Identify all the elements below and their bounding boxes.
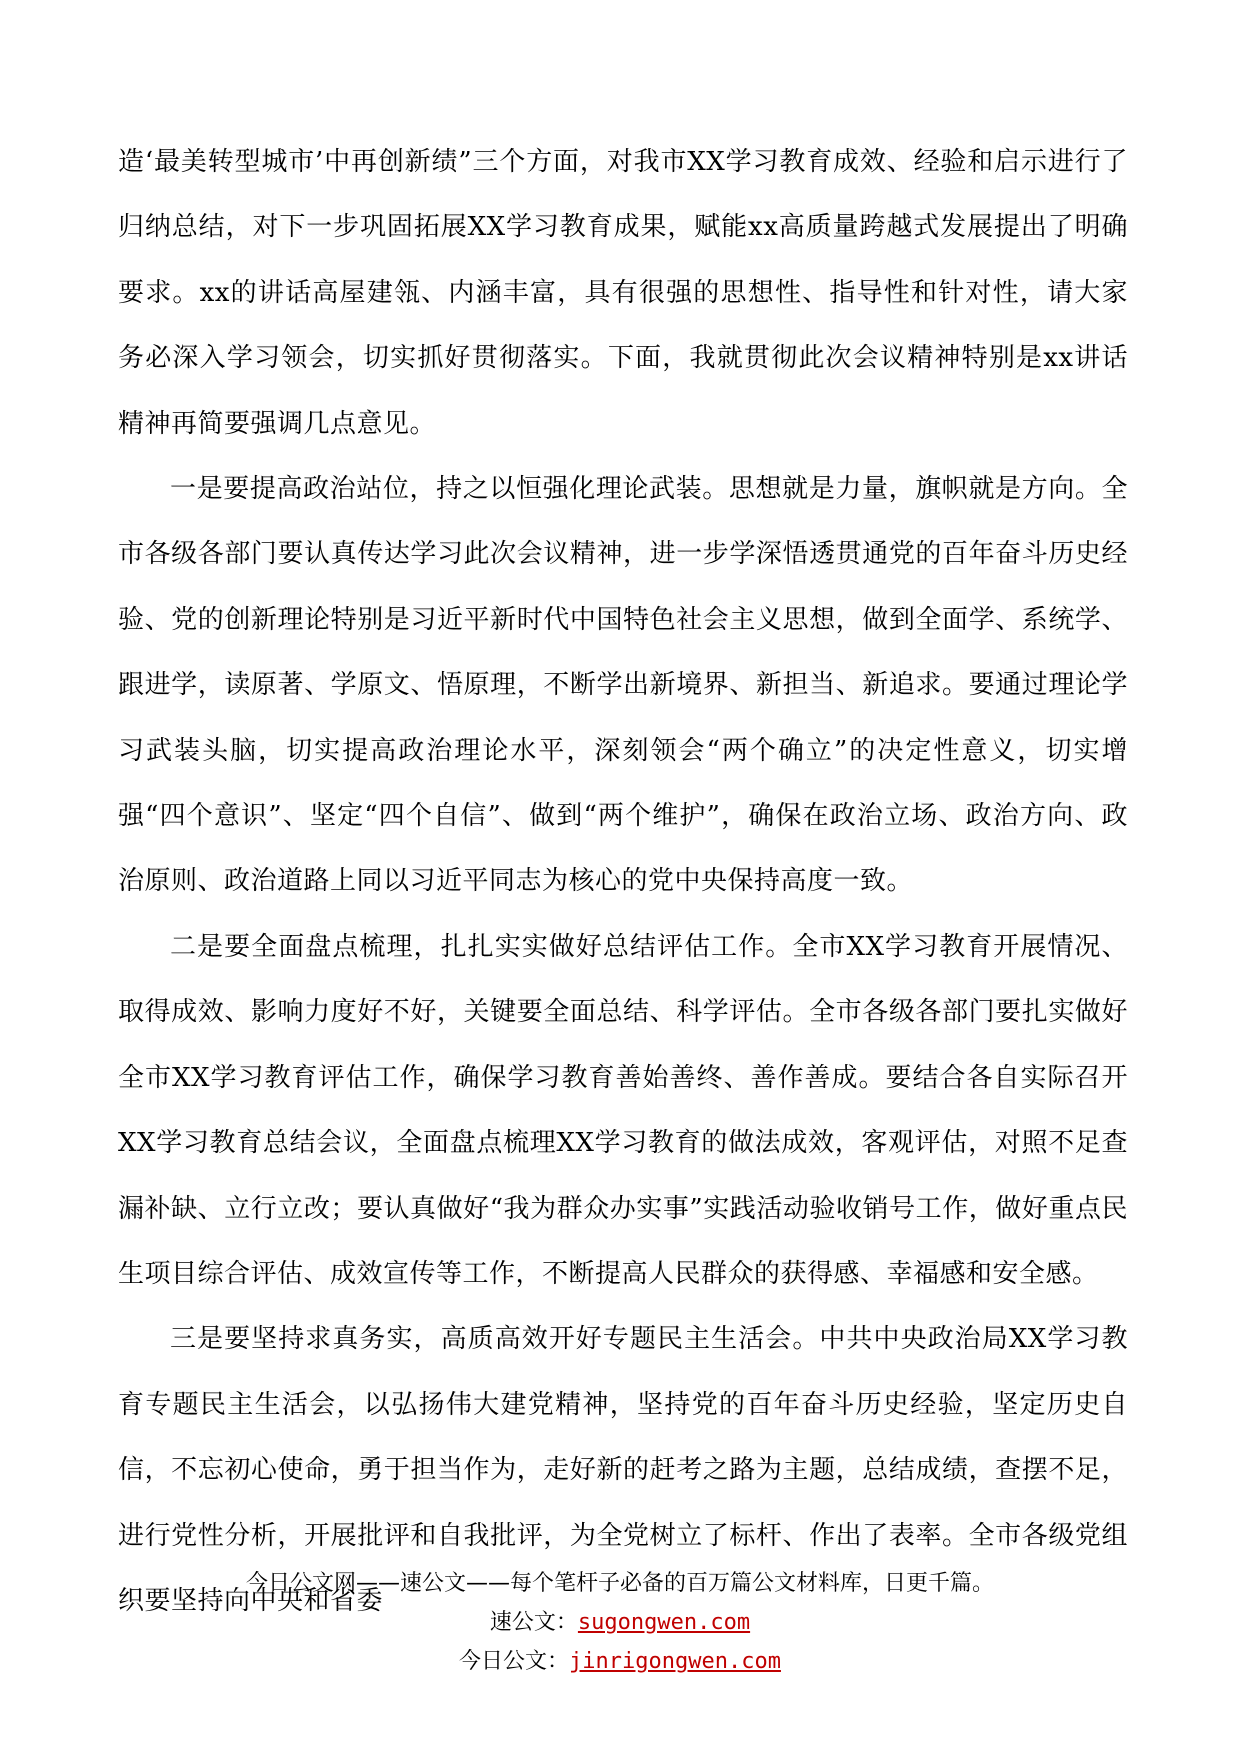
footer-slogan: 今日公文网——速公文——每个笔杆子必备的百万篇公文材料库，日更千篇。 bbox=[245, 1571, 994, 1596]
paragraph-3: 二是要全面盘点梳理，扎扎实实做好总结评估工作。全市XX学习教育开展情况、取得成效、影响力度好不好，关键要全面总结、科学评估。全市各级各部门要扎实做好全市XX学习教育评估工作，确保学习教育善始善终、善作善成。要结合各自实际召开XX学习教育总结会议，全面盘点梳理XX学习教育的做法成效，客观评估，对照不足查漏补缺、立行立改；要认真做好“我为群众办实事”实践活动验收销号工作，做好重点民生项目综合评估、成效宣传等工作，不断提高人民群众的获得感、幸福感和安全感。 bbox=[118, 931, 1128, 1289]
footer-site-1-label: 速公文： bbox=[489, 1610, 578, 1635]
paragraph-1: 造‘最美转型城市’中再创新绩”三个方面，对我市XX学习教育成效、经验和启示进行了归纳总结，对下一步巩固拓展XX学习教育成果，赋能xx高质量跨越式发展提出了明确要求。xx的讲话高屋建瓴、内涵丰富，具有很强的思想性、指导性和针对性，请大家务必深入学习领会，切实抓好贯彻落实。下面，我就贯彻此次会议精神特别是xx讲话精神再简要强调几点意见。 bbox=[118, 147, 1128, 439]
footer-site-1-link[interactable]: sugongwen.com bbox=[577, 1610, 751, 1635]
footer-watermark bbox=[0, 1564, 1240, 1681]
footer-site-1 bbox=[0, 1603, 1240, 1642]
paragraph-2: 一是要提高政治站位，持之以恒强化理论武装。思想就是力量，旗帜就是方向。全市各级各部门要认真传达学习此次会议精神，进一步学深悟透贯通党的百年奋斗历史经验、党的创新理论特别是习近平新时代中国特色社会主义思想，做到全面学、系统学、跟进学，读原著、学原文、悟原理，不断学出新境界、新担当、新追求。要通过理论学习武装头脑，切实提高政治理论水平，深刻领会“两个确立”的决定性意义，切实增强“四个意识”、坚定“四个自信”、做到“两个维护”，确保在政治立场、政治方向、政治原则、政治道路上同以习近平同志为核心的党中央保持高度一致。 bbox=[118, 474, 1128, 897]
footer-site-2-label: 今日公文： bbox=[459, 1649, 570, 1674]
footer-site-2 bbox=[0, 1642, 1240, 1681]
document-body bbox=[118, 130, 1128, 1634]
paragraph-4: 三是要坚持求真务实，高质高效开好专题民主生活会。中共中央政治局XX学习教育专题民主生活会，以弘扬伟大建党精神，坚持党的百年奋斗历史经验，坚定历史自信，不忘初心使命，勇于担当作为，走好新的赶考之路为主题，总结成绩，查摆不足，进行党性分析，开展批评和自我批评，为全党树立了标杆、作出了表率。全市各级党组织要坚持向中央和省委 bbox=[118, 1324, 1128, 1616]
footer-site-2-link[interactable]: jinrigongwen.com bbox=[569, 1649, 781, 1674]
